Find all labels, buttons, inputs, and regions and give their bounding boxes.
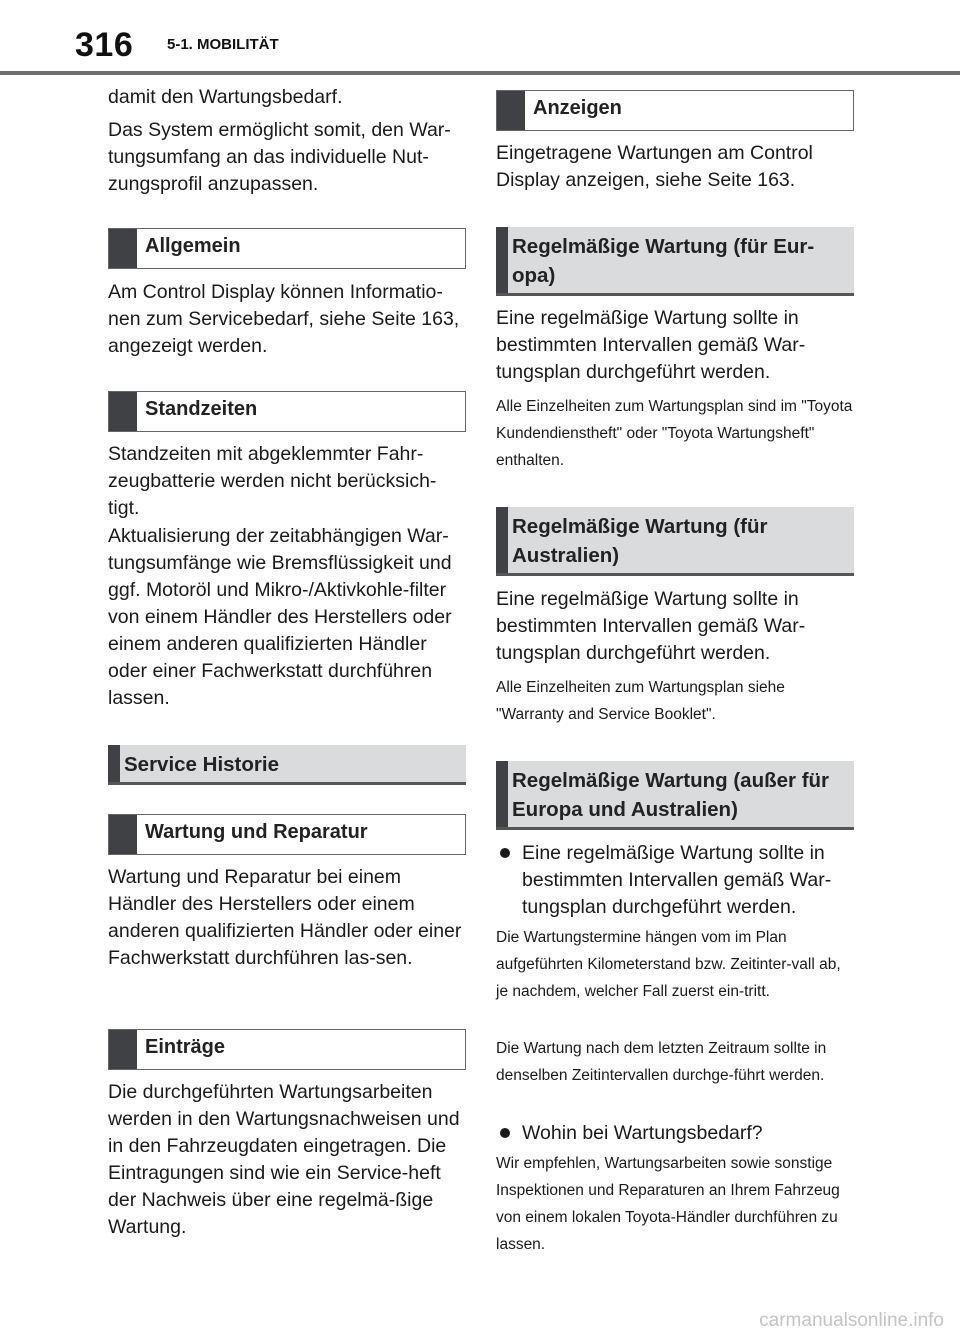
heading-marker xyxy=(109,229,137,268)
heading-wartung-ausser xyxy=(496,761,854,830)
page-number: 316 xyxy=(75,26,134,64)
wartung-note-2: Die Wartung nach dem letzten Zeitraum sollte in denselben Zeitintervallen durchge-führt werden. xyxy=(496,1040,827,1084)
heading-anzeigen xyxy=(496,90,854,131)
section-title: 5-1. MOBILITÄT xyxy=(167,36,279,53)
heading-wartung-ausser-label: Regelmäßige Wartung (außer für Europa und Australien) xyxy=(512,769,830,821)
standzeiten-text-2: Aktualisierung der zeitabhängigen War-tungsumfänge wie Bremsflüssigkeit und ggf. Motoröl und Mikro-/Aktivkohle-filter von einem Händler des Herstellers oder einem anderen qualifizierten Händler oder einer Fachwerkstatt durchführen lassen. xyxy=(108,525,452,709)
bullet-item-wohin xyxy=(496,1120,854,1147)
heading-wartung-europa xyxy=(496,227,854,296)
heading-marker xyxy=(496,761,508,827)
watermark: carmanualsonline.info xyxy=(759,1310,944,1331)
heading-marker xyxy=(497,91,525,130)
allgemein-text: Am Control Display können Informatio-nen zum Servicebedarf, siehe Seite 163, angezeigt werden. xyxy=(108,281,460,357)
anzeigen-text: Eingetragene Wartungen am Control Display anzeigen, siehe Seite 163. xyxy=(496,142,813,191)
intro-paragraph: Das System ermöglicht somit, den War-tungsumfang an das individuelle Nut-zungsprofil anzupassen. xyxy=(108,119,451,195)
wartung-note-1: Die Wartungstermine hängen vom im Plan aufgeführten Kilometerstand bzw. Zeitinter-vall ab, je nachdem, welcher Fall zuerst ein-tritt. xyxy=(496,929,841,1000)
heading-allgemein-label: Allgemein xyxy=(145,235,241,257)
eintraege-text: Die durchgeführten Wartungsarbeiten werden in den Wartungsnachweisen und in den Fahrzeugdaten eingetragen. Die Eintragungen sind wie ein Service-heft der Nachweis über eine regelmä-ßige Wartung. xyxy=(108,1081,460,1238)
bullet-icon xyxy=(500,1128,510,1138)
bullet-icon xyxy=(500,848,510,858)
heading-eintraege xyxy=(108,1029,466,1070)
heading-wartung-australien-label: Regelmäßige Wartung (für Australien) xyxy=(512,515,768,567)
bullet-item-wartung-text: Eine regelmäßige Wartung sollte in bestimmten Intervallen gemäß War-tungsplan durchgeführt werden. xyxy=(522,842,832,918)
heading-marker xyxy=(108,745,120,782)
wartung-text: Wartung und Reparatur bei einem Händler des Herstellers oder einem anderen qualifizierten Händler oder einer Fachwerkstatt durchführen las-sen. xyxy=(108,866,462,969)
heading-service-historie xyxy=(108,745,466,785)
heading-allgemein xyxy=(108,228,466,269)
bullet-item-wohin-text: Wohin bei Wartungsbedarf? xyxy=(522,1122,763,1144)
wohin-note: Wir empfehlen, Wartungsarbeiten sowie sonstige Inspektionen und Reparaturen an Ihrem Fahrzeug von einem lokalen Toyota-Händler durchführen zu lassen. xyxy=(496,1155,840,1253)
heading-service-historie-label: Service Historie xyxy=(124,753,279,776)
heading-wartung-australien xyxy=(496,507,854,576)
page-header xyxy=(0,0,960,76)
heading-wartung-europa-label: Regelmäßige Wartung (für Eur-opa) xyxy=(512,235,815,287)
europa-note: Alle Einzelheiten zum Wartungsplan sind im "Toyota Kundendienstheft" oder "Toyota Wartungsheft" enthalten. xyxy=(496,398,853,469)
intro-line: damit den Wartungsbedarf. xyxy=(108,86,343,108)
heading-wartung-reparatur xyxy=(108,814,466,855)
australien-note: Alle Einzelheiten zum Wartungsplan siehe "Warranty and Service Booklet". xyxy=(496,679,785,723)
header-divider xyxy=(0,71,960,75)
heading-eintraege-label: Einträge xyxy=(145,1036,226,1058)
standzeiten-text-1: Standzeiten mit abgeklemmter Fahr-zeugbatterie werden nicht berücksich-tigt. xyxy=(108,443,437,519)
europa-text: Eine regelmäßige Wartung sollte in bestimmten Intervallen gemäß War-tungsplan durchgeführt werden. xyxy=(496,307,806,383)
heading-wartung-reparatur-label: Wartung und Reparatur xyxy=(145,821,368,843)
heading-anzeigen-label: Anzeigen xyxy=(533,97,622,119)
heading-standzeiten-label: Standzeiten xyxy=(145,398,258,420)
heading-marker xyxy=(109,392,137,431)
australien-text: Eine regelmäßige Wartung sollte in bestimmten Intervallen gemäß War-tungsplan durchgeführt werden. xyxy=(496,588,806,664)
bullet-item-wartung xyxy=(496,840,854,921)
heading-standzeiten xyxy=(108,391,466,432)
heading-marker xyxy=(496,507,508,573)
heading-marker xyxy=(109,1030,137,1069)
heading-marker xyxy=(109,815,137,854)
heading-marker xyxy=(496,227,508,293)
